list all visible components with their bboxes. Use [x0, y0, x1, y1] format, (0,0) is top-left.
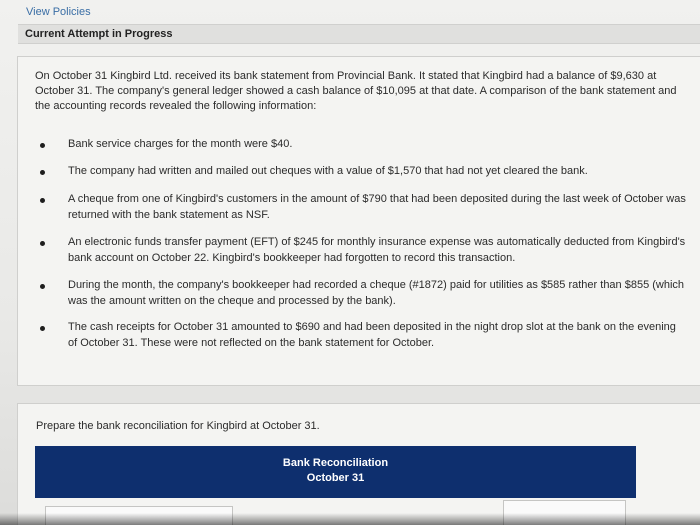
attempt-status-bar [18, 24, 700, 44]
attempt-title: Current Attempt in Progress [25, 28, 173, 40]
list-item-text: The cash receipts for October 31 amounted to $690 and had been deposited in the night drop slot at the bank on the evening of October 31. These were not reflected on the bank statement for October. [68, 321, 676, 349]
list-item-text: The company had written and mailed out cheques with a value of $1,570 that had not yet cleared the bank. [68, 165, 588, 177]
problem-statement-panel [17, 56, 700, 386]
list-item-text: Bank service charges for the month were $40. [68, 138, 293, 150]
reconciliation-amount-input[interactable] [503, 500, 626, 525]
bullet-icon [40, 326, 45, 331]
reconciliation-item-select[interactable] [45, 506, 233, 525]
reconciliation-date: October 31 [306, 472, 365, 484]
bullet-icon [40, 143, 45, 148]
bullet-icon [40, 284, 45, 289]
view-policies-link[interactable]: View Policies [26, 6, 91, 18]
reconciliation-table-header [35, 446, 636, 498]
list-item-text: An electronic funds transfer payment (EFT) of $245 for monthly insurance expense was automatically deducted from Kingbird's bank account on October 22. Kingbird's bookkeeper had forgotten to record this transaction. [68, 236, 686, 264]
list-item-text: During the month, the company's bookkeeper had recorded a cheque (#1872) paid for utilities as $585 rather than $855 (which was the amount written on the cheque and processed by the bank). [68, 279, 685, 307]
list-item-text: A cheque from one of Kingbird's customers in the amount of $790 that had been deposited during the last week of October was returned with the bank statement as NSF. [68, 193, 686, 221]
bullet-icon [40, 198, 45, 203]
reconciliation-title: Bank Reconciliation [282, 457, 389, 469]
problem-intro: On October 31 Kingbird Ltd. received its bank statement from Provincial Bank. It stated that Kingbird had a balance of $9,630 at October 31. The company's general ledger showed a cash balance of $10,095 at that date. A comparison of the bank statement and the accounting records revealed the following information: [35, 70, 677, 112]
task-prompt: Prepare the bank reconciliation for Kingbird at October 31. [36, 420, 320, 432]
bullet-icon [40, 170, 45, 175]
bullet-icon [40, 241, 45, 246]
